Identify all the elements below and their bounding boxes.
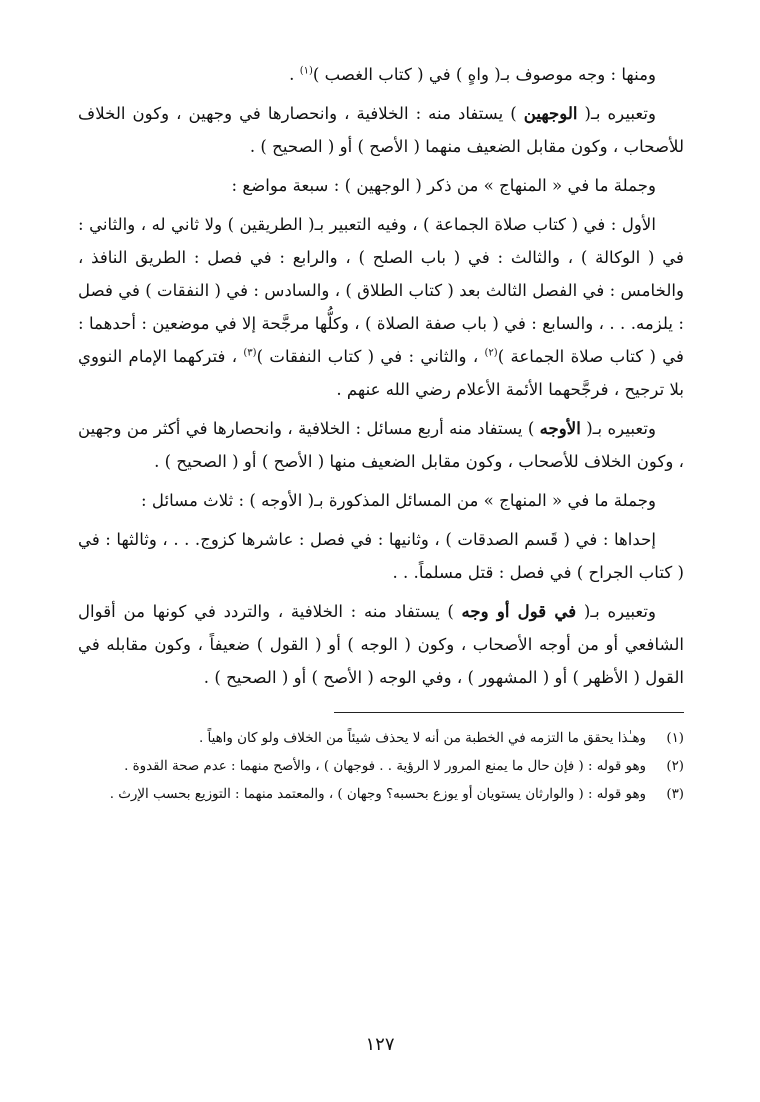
bold-term: الوجهين (523, 103, 578, 123)
text: الأول : في ( كتاب صلاة الجماعة ) ، وفيه التعبير بـ( الطريقين ) ولا ثاني له ، والثاني : في ( الوكالة ) ، والثالث : في ( باب الصلح ) ، والرابع : في فصل : الطريق النافذ ، والخامس : في الفصل الثالث بعد ( كتاب الطلاق ) ، والسادس : في ( النفقات ) في فصل : يلزمه. . . ، والسابع : في ( باب صفة الصلاة ) ، وكلُّها مرجَّحة إلا في موضعين : أحدهما : في ( كتاب صلاة الجماعة ) (78, 215, 684, 366)
paragraph-5 (78, 412, 684, 478)
paragraph-7: إحداها : في ( قَسم الصدقات ) ، وثانيها : في فصل : عاشرها كزوج. . . ، وثالثها : في ( كتاب الجراح ) في فصل : قتل مسلماً. . . (78, 530, 684, 582)
footnote-1 (78, 727, 684, 751)
paragraph-2 (78, 97, 684, 163)
footnote-number: (٣) (666, 787, 684, 802)
paragraph-8 (78, 595, 684, 694)
bold-term: في قول أو وجه (461, 601, 577, 621)
footnote-text: وهو قوله : ( والوارثان يستويان أو يوزع بحسبه؟ وجهان ) ، والمعتمد منهما : التوزيع بحسب الإرث . (109, 787, 646, 802)
footnote-number: (١) (666, 731, 684, 746)
text: ) يستفاد منه أربع مسائل : الخلافية ، وانحصارها في أكثر من وجهين ، وكون الخلاف للأصحاب ، وكون مقابل الضعيف منها ( الأصح ) أو ( الصحيح ) . (78, 419, 684, 471)
footnote-separator (334, 712, 684, 713)
page-number: ١٢٧ (365, 1034, 395, 1055)
footnote-ref[interactable]: (١) (299, 65, 313, 77)
footnote-text: وهو قوله : ( فإن حال ما يمنع المرور لا الرؤية . . فوجهان ) ، والأصح منهما : عدم صحة القدوة . (124, 759, 646, 774)
footnote-2 (78, 755, 684, 779)
text: ) يستفاد منه : الخلافية ، والتردد في كونها من أقوال الشافعي أو من أوجه الأصحاب ، وكون ( الوجه ) أو ( القول ) ضعيفاً ، وكون مقابله في القول ( الأظهر ) أو ( المشهور ) ، وفي الوجه ( الأصح ) أو ( الصحيح ) . (78, 602, 684, 687)
bold-term: الأوجه (539, 418, 581, 438)
text: وتعبيره بـ( (580, 419, 656, 438)
footnote-ref[interactable]: (٢) (484, 347, 498, 359)
text: . (289, 65, 300, 84)
paragraph-6: وجملة ما في « المنهاج » من المسائل المذكورة بـ( الأوجه ) : ثلاث مسائل : (141, 491, 656, 510)
text: وتعبيره بـ( (576, 602, 656, 621)
text: ، والثاني : في ( كتاب النفقات ) (256, 347, 485, 366)
footnote-text: وهـٰذا يحقق ما التزمه في الخطبة من أنه لا يحذف شيئاً من الخلاف ولو كان واهياً . (198, 731, 646, 746)
footnote-3 (78, 783, 684, 807)
footnote-number: (٢) (666, 759, 684, 774)
paragraph-4 (78, 208, 684, 406)
text: ، فتركهما الإمام النووي بلا ترجيح ، فرجَّحهما الأئمة الأعلام رضي الله عنهم . (78, 347, 684, 399)
footnote-ref[interactable]: (٣) (243, 347, 257, 359)
text: وتعبيره بـ( (577, 104, 656, 123)
paragraph-1 (78, 58, 684, 91)
paragraph-3: وجملة ما في « المنهاج » من ذكر ( الوجهين ) : سبعة مواضع : (231, 176, 656, 195)
text: ومنها : وجه موصوف بـ( واهٍ ) في ( كتاب الغصب ) (312, 65, 656, 84)
text: ) يستفاد منه : الخلافية ، وانحصارها في وجهين ، وكون الخلاف للأصحاب ، وكون مقابل الضعيف منهما ( الأصح ) أو ( الصحيح ) . (78, 104, 684, 156)
